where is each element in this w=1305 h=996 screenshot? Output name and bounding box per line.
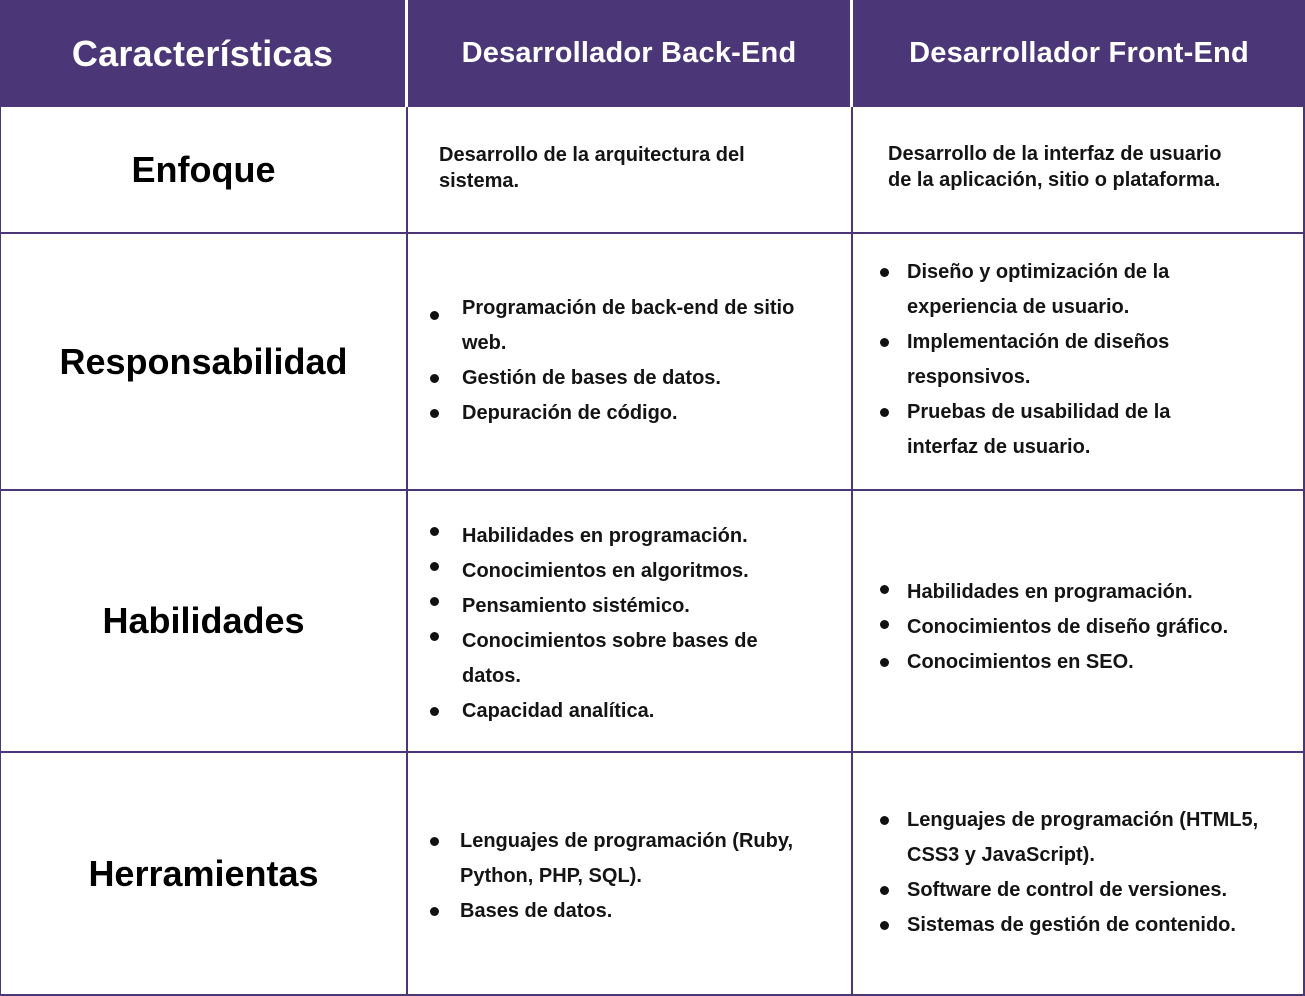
bullet-dot-icon xyxy=(880,620,889,629)
bullet-dot-icon xyxy=(880,268,889,277)
list-item-text: Conocimientos sobre bases de datos. xyxy=(462,630,758,687)
list-item xyxy=(430,624,810,694)
list-item-text: Implementación de diseños responsivos. xyxy=(907,331,1170,388)
bullet-dot-icon xyxy=(430,562,439,571)
header-label: Desarrollador Back-End xyxy=(461,37,797,69)
list-item xyxy=(880,325,1210,395)
row-label: Habilidades xyxy=(102,600,305,641)
list-item-text: Capacidad analítica. xyxy=(462,700,655,722)
bullet-dot-icon xyxy=(430,409,439,418)
header-label: Desarrollador Front-End xyxy=(909,37,1249,69)
list-item xyxy=(430,554,810,589)
list-item-text: Habilidades en programación. xyxy=(907,581,1193,603)
list-item xyxy=(430,824,830,894)
header-caracteristicas xyxy=(0,0,408,107)
cell-text: Desarrollo de la interfaz de usuario de la aplicación, sitio o plataforma. xyxy=(888,143,1222,191)
row-label-responsabilidad xyxy=(0,234,408,491)
list-item xyxy=(880,395,1210,465)
list-item xyxy=(880,908,1290,943)
list-item-text: Conocimientos en algoritmos. xyxy=(462,560,749,582)
bullet-dot-icon xyxy=(430,707,439,716)
bullet-dot-icon xyxy=(430,837,439,846)
header-label: Características xyxy=(71,32,334,74)
list-item-text: Depuración de código. xyxy=(462,402,678,424)
bullet-dot-icon xyxy=(430,374,439,383)
bullet-dot-icon xyxy=(430,597,439,606)
list-item-text: Conocimientos de diseño gráfico. xyxy=(907,616,1229,638)
bullet-list xyxy=(880,255,1210,465)
list-item-text: Lenguajes de programación (HTML5, CSS3 y JavaScript). xyxy=(907,809,1259,866)
header-frontend xyxy=(853,0,1305,107)
list-item-text: Habilidades en programación. xyxy=(462,525,748,547)
row-label: Herramientas xyxy=(88,852,319,894)
row-label-herramientas xyxy=(0,753,408,996)
bullet-dot-icon xyxy=(880,816,889,825)
bullet-dot-icon xyxy=(430,311,439,320)
list-item xyxy=(880,255,1210,325)
cell-enfoque-backend xyxy=(408,107,853,234)
bullet-list xyxy=(430,824,830,929)
list-item-text: Pensamiento sistémico. xyxy=(462,595,690,617)
list-item-text: Bases de datos. xyxy=(460,900,613,922)
bullet-list xyxy=(880,575,1280,680)
list-item xyxy=(430,694,810,729)
list-item xyxy=(880,575,1280,610)
row-label-enfoque xyxy=(0,107,408,234)
list-item-text: Sistemas de gestión de contenido. xyxy=(907,914,1236,936)
list-item xyxy=(430,396,830,431)
list-item-text: Lenguajes de programación (Ruby, Python, PHP, SQL). xyxy=(460,830,794,887)
list-item xyxy=(880,873,1290,908)
list-item xyxy=(880,645,1280,680)
cell-responsabilidad-backend xyxy=(408,234,853,491)
bullet-list xyxy=(430,291,830,431)
list-item-text: Diseño y optimización de la experiencia de usuario. xyxy=(907,261,1170,318)
cell-herramientas-backend xyxy=(408,753,853,996)
cell-responsabilidad-frontend xyxy=(853,234,1305,491)
cell-habilidades-frontend xyxy=(853,491,1305,753)
list-item xyxy=(430,894,830,929)
cell-enfoque-frontend xyxy=(853,107,1305,234)
list-item xyxy=(880,803,1290,873)
list-item-text: Conocimientos en SEO. xyxy=(907,651,1134,673)
cell-text: Desarrollo de la arquitectura del sistema. xyxy=(439,144,745,192)
bullet-dot-icon xyxy=(430,907,439,916)
bullet-list xyxy=(430,519,810,729)
bullet-dot-icon xyxy=(880,585,889,594)
bullet-dot-icon xyxy=(430,527,439,536)
list-item xyxy=(430,519,810,554)
bullet-dot-icon xyxy=(880,886,889,895)
bullet-list xyxy=(880,803,1290,943)
list-item-text: Gestión de bases de datos. xyxy=(462,367,721,389)
list-item-text: Software de control de versiones. xyxy=(907,879,1228,901)
bullet-dot-icon xyxy=(880,921,889,930)
header-backend xyxy=(408,0,853,107)
bullet-dot-icon xyxy=(430,632,439,641)
list-item-text: Programación de back-end de sitio web. xyxy=(462,297,795,354)
bullet-dot-icon xyxy=(880,408,889,417)
list-item xyxy=(430,361,830,396)
bullet-dot-icon xyxy=(880,338,889,347)
list-item xyxy=(430,291,830,361)
row-label: Responsabilidad xyxy=(59,340,348,382)
cell-habilidades-backend xyxy=(408,491,853,753)
row-label: Enfoque xyxy=(131,148,276,190)
bullet-dot-icon xyxy=(880,658,889,667)
list-item-text: Pruebas de usabilidad de la interfaz de usuario. xyxy=(907,401,1171,458)
list-item xyxy=(430,589,810,624)
list-item xyxy=(880,610,1280,645)
row-label-habilidades xyxy=(0,491,408,753)
cell-herramientas-frontend xyxy=(853,753,1305,996)
